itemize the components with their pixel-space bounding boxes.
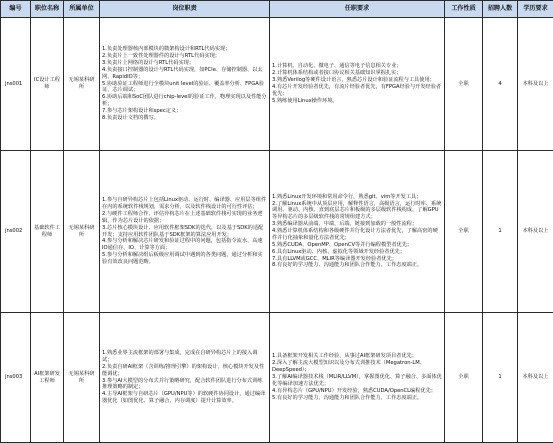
table-row bbox=[1, 151, 553, 313]
job-title: IC设计工程师 bbox=[31, 18, 64, 151]
duty-item: 5.参与分析和解决组后板级应用调试中遇到的各类问题，通过分析和实验有效改良问题范畴。 bbox=[102, 252, 267, 266]
header-id: 编号 bbox=[1, 1, 31, 18]
header-row bbox=[1, 1, 553, 18]
header-duties: 岗位职责 bbox=[100, 1, 270, 18]
requirement-item: 1.具备框架开发相关工作经验，从事过AI框架研发项目者优先； bbox=[272, 353, 442, 360]
job-duties bbox=[100, 151, 270, 313]
duty-item: 1.负责处理器核内部模块的微架构设计和RTL代码实现； bbox=[102, 46, 267, 53]
requirement-item: 4.熟悉计算机体系结构和各级硬件并行化设计方法者优先，了解高密的硬件并行化抽象和量化方法者优先； bbox=[272, 228, 442, 242]
duty-item: 3.参与AI大模型的分布式并行策略研究，配合软件团队进行分布式训练推理策略的制定； bbox=[102, 378, 267, 392]
duty-item: 4.主导AI框架与自研芯片（GPU/NPU等）的软硬件协同设计，通过编译器优化（如图优化、算子融合、内存调度）提升计算效率。 bbox=[102, 391, 267, 405]
header-nature: 工作性质 bbox=[445, 1, 483, 18]
header-count: 招聘人数 bbox=[483, 1, 518, 18]
requirement-item: 6.具有Linux驱动、内核、虚拟化等领域开发经验者优先； bbox=[272, 249, 442, 256]
requirement-item: 3.了解AI编译器技术栈（MLIR/LLVM），掌握图优化、算子融合、多面体优化等编译加速方法优先； bbox=[272, 374, 442, 388]
requirement-item: 4.有芯片开发经验者优先，有流片经验者优先，有FPGA经验与开发经验者优先； bbox=[272, 84, 442, 98]
job-id: jns001 bbox=[1, 18, 31, 151]
requirement-item: 5.有良好的学习能力、沟通能力和团队合作能力，工作态度端正。 bbox=[272, 395, 442, 402]
duty-item: 6.协助后端和SoC团队进行chip-level的验证工作，物理实现以及性能分析； bbox=[102, 94, 267, 108]
table-row bbox=[1, 313, 553, 443]
job-id: jns003 bbox=[1, 313, 31, 443]
requirement-item: 5.熟悉CUDA、OpenMP、OpenCV等并行编程模型者优先； bbox=[272, 242, 442, 249]
duty-item: 2.负责片上一致性处理器件的设计与RTL代码实现； bbox=[102, 53, 267, 60]
job-requirements bbox=[270, 313, 445, 443]
job-count: 1 bbox=[483, 313, 518, 443]
job-nature: 全职 bbox=[445, 18, 483, 151]
job-unit: 无锡某科研所 bbox=[64, 18, 100, 151]
requirement-item: 2.了解Linux系统中从顶层应用，解释性语言，高级语言，运行时库、系统调用、驱动、内核、直到底层芯片和板级的多层级软件栈构成，了解GPU等异构芯片的多层级软件栈的常规组建方式； bbox=[272, 201, 442, 222]
duty-item: 3.芯片核心模块设计、应用软件框架SDK的迭代，以及基于SDK的适配开发；支持应用软件团队基于SDK框架的算法应用开发； bbox=[102, 225, 267, 239]
requirement-item: 5.熟练使用Linux操作环境。 bbox=[272, 98, 442, 105]
requirement-item: 2.计算机体系结构或者接口协议相关基础知识掌握扎实； bbox=[272, 70, 442, 77]
job-unit: 无锡某科研所 bbox=[64, 313, 100, 443]
job-nature: 全职 bbox=[445, 313, 483, 443]
requirement-item: 1.熟悉Linux开发环境和常用命令行，熟悉git、vim等开发工具； bbox=[272, 194, 442, 201]
requirement-item: 3.熟悉编译器从前端、中端、后端，链接到加载的一般性流程； bbox=[272, 221, 442, 228]
job-title: AI框架研发工程师 bbox=[31, 313, 64, 443]
job-education: 本科及以上 bbox=[518, 313, 553, 443]
job-education: 本科及以上 bbox=[518, 151, 553, 313]
requirement-item: 1.计算机、自动化、微电子、通信等电子信息相关专业； bbox=[272, 63, 442, 70]
requirement-item: 8.有良好的学习能力、沟通能力和团队合作能力，工作态度端正。 bbox=[272, 262, 442, 269]
job-count: 4 bbox=[483, 18, 518, 151]
job-nature: 全职 bbox=[445, 151, 483, 313]
job-duties bbox=[100, 313, 270, 443]
requirement-item: 2.深入了解主流大模型知识以及分布式训推技术（Megatron-LM、DeepSpeed）； bbox=[272, 360, 442, 374]
header-title: 职位名称 bbox=[31, 1, 64, 18]
job-unit: 无锡某科研所 bbox=[64, 151, 100, 313]
job-education: 本科及以上 bbox=[518, 18, 553, 151]
header-unit: 所属单位 bbox=[64, 1, 100, 18]
duty-item: 2.负责自研AI框架（含训练/推理引擎）的架构设计、核心模块开发及性能调优； bbox=[102, 364, 267, 378]
job-requirements bbox=[270, 151, 445, 313]
job-title: 基础软件工程师 bbox=[31, 151, 64, 313]
requirement-item: 4.有异构芯片（GPU/NPU）开发经验，熟悉CUDA/OpenCL编程优先； bbox=[272, 388, 442, 395]
job-id: jns002 bbox=[1, 151, 31, 313]
requirement-item: 3.熟悉Verilog等硬件设计语言，熟悉芯片设计和验证流程与工具使用； bbox=[272, 77, 442, 84]
header-education: 学历要求 bbox=[518, 1, 553, 18]
duty-item: 8.负责设计文档的撰写。 bbox=[102, 115, 267, 122]
job-count: 1 bbox=[483, 151, 518, 313]
header-requirements: 任职要求 bbox=[270, 1, 445, 18]
duty-item: 3.负责片上网络的设计与RTL代码实现； bbox=[102, 60, 267, 67]
duty-item: 2.与硬件工程师合作，评估异构芯片在上述基础软件栈可实现的业务逻辑，作为芯片设计的依据； bbox=[102, 211, 267, 225]
table-row bbox=[1, 18, 553, 151]
duty-item: 7.参与芯片架构设计和spec定义； bbox=[102, 108, 267, 115]
job-duties bbox=[100, 18, 270, 151]
duty-item: 4.负责接口控制器的设计与RTL代码实现，如PCIe、存储控制器、以太网、RapidIO等； bbox=[102, 67, 267, 81]
duty-item: 4.参与分析和解决芯片研发和验证过程中的问题，包括指令流水、高速IO通信存、IO、计算等方面； bbox=[102, 238, 267, 252]
duty-item: 5.协助验证工程师进行全模块unit level的验证、覆盖率分析、FPGA验证、芯片调试； bbox=[102, 81, 267, 95]
duty-item: 1.熟悉业界主流框架的部署与集成，完成在自研异构芯片上的接入调试； bbox=[102, 350, 267, 364]
requirement-item: 7.具有LLVM或GCC、MLIR等编译器开发经验者优先； bbox=[272, 256, 442, 263]
job-requirements bbox=[270, 18, 445, 151]
duty-item: 1.参与自研异构芯片上包括Linux驱动、运行时、编译器、应用层等组件在内的系统软件栈规划，需求分析，以及软件栈设计的可行性评估； bbox=[102, 197, 267, 211]
